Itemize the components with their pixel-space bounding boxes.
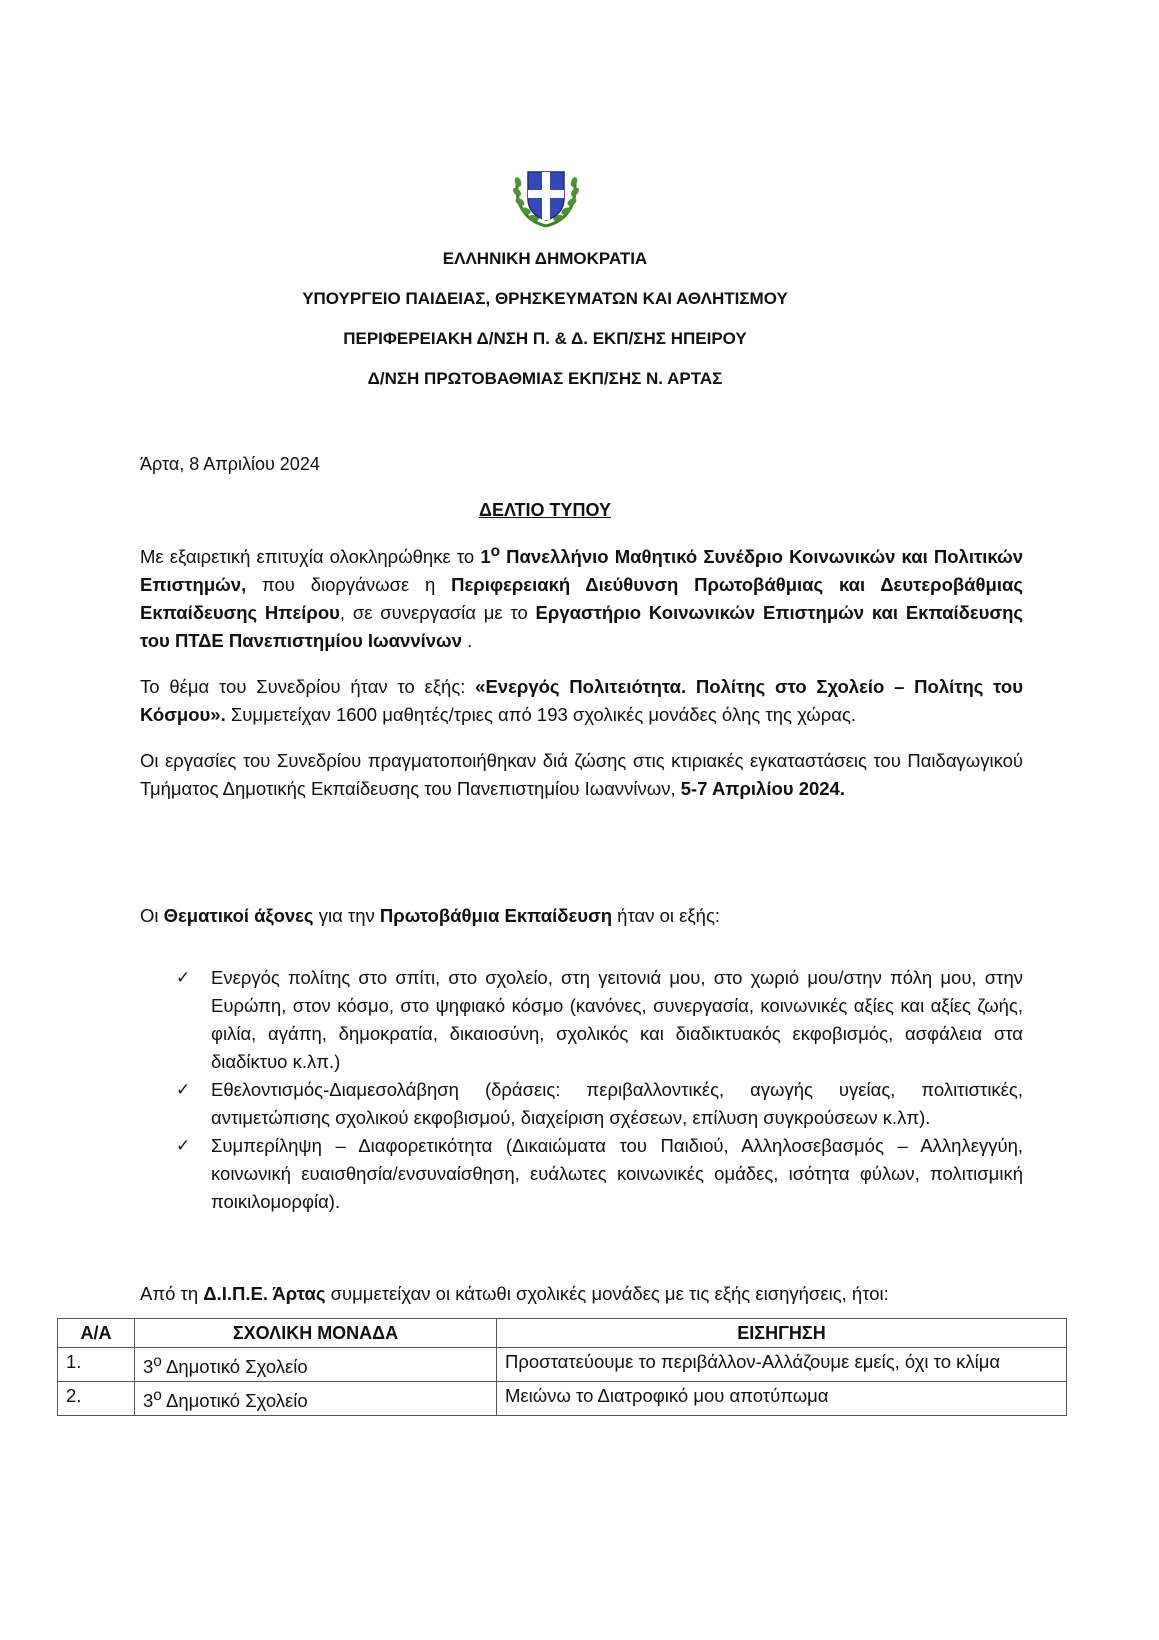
axes-text-e: ήταν οι εξής: [612,905,721,926]
table-row [58,1348,1067,1382]
p2-text-b: «Ενεργός Πολιτειότητα. Πολίτης στο Σχολείο – Πολίτης του Κόσμου». [140,676,1023,726]
axes-text-c: για την [313,905,380,926]
list-item-text: Ενεργός πολίτης στο σπίτι, στο σχολείο, στη γειτονιά μου, στο χωριό μου/στην πόλη μου, στην Ευρώπη, στον κόσμο, στο ψηφιακό κόσμο (κανόνες, συνεργασία, κοινωνικές αξίες και αξίες ζωής, φιλία, αγάπη, δημοκρατία, δικαιοσύνη, σχολικός και διαδικτυακός εκφοβισμός, ασφάλεια στα διαδίκτυο κ.λπ.) [211,967,1023,1072]
table-row [58,1382,1067,1416]
p2-text-a: Το θέμα του Συνεδρίου ήταν το εξής: [140,676,476,698]
p1-text-h: . [461,630,473,652]
axes-text-a: Οι [140,905,164,926]
p1-text-b: 1 [480,546,491,568]
document-title: ΔΕΛΤΙΟ ΤΥΠΟΥ [479,500,611,520]
p3-text-a: Οι εργασίες του Συνεδρίου πραγματοποιήθηκαν διά ζώσης στις κτιριακές εγκαταστάσεις του Παιδαγωγικού Τμήματος Δημοτικής Εκπαίδευσης του Πανεπιστημίου Ιωαννίνων, [140,750,1023,800]
p1-text-e: Περιφερειακή Διεύθυνση Πρωτοβάθμιας και Δευτεροβάθμιας Εκπαίδευσης Ηπείρου [140,574,1023,624]
checkmark-icon: ✓ [176,968,191,987]
column-header-topic: ΕΙΣΗΓΗΣΗ [497,1319,1067,1348]
cell-school [135,1382,497,1416]
from-text-c: συμμετείχαν οι κάτωθι σχολικές μονάδες με τις εξής εισηγήσεις, ήτοι: [325,1283,889,1304]
greek-coat-of-arms-icon [510,158,582,230]
p2-text-c: Συμμετείχαν 1600 μαθητές/τριες από 193 σχολικές μονάδες όλης της χώρας. [225,704,857,726]
school-num: 3 [143,1390,154,1412]
cell-school [135,1348,497,1382]
checkmark-icon: ✓ [176,1136,191,1155]
participants-intro [140,1280,1023,1308]
document-date: Άρτα, 8 Απριλίου 2024 [140,454,320,474]
thematic-axes-intro [140,902,1023,930]
letterhead [0,245,1090,405]
list-item-text: Συμπερίληψη – Διαφορετικότητα (Δικαιώματα του Παιδιού, Αλληλοσεβασμός – Αλληλεγγύη, κοινωνική ευαισθησία/ενσυναίσθηση, ευάλωτες κοινωνικές ομάδες, ισότητα φύλων, πολιτισμική ποικιλομορφία). [211,1135,1023,1212]
cell-topic: Προστατεύουμε το περιβάλλον-Αλλάζουμε εμείς, όχι το κλίμα [497,1348,1067,1382]
column-header-school: ΣΧΟΛΙΚΗ ΜΟΝΑΔΑ [135,1319,497,1348]
list-item [176,964,1023,1076]
body-text [140,538,1023,821]
list-item [176,1076,1023,1132]
school-num: 3 [143,1356,154,1378]
table-header-row [58,1319,1067,1348]
paragraph-3 [140,747,1023,803]
axes-text-d: Πρωτοβάθμια Εκπαίδευση [379,905,613,926]
p1-text-d: που διοργάνωσε η [246,574,452,596]
checkmark-icon: ✓ [176,1080,191,1099]
cell-topic: Μειώνω το Διατροφικό μου αποτύπωμα [497,1382,1067,1416]
school-name: Δημοτικό Σχολείο [161,1356,308,1378]
p1-text-c: Πανελλήνιο Μαθητικό Συνέδριο Κοινωνικών και Πολιτικών Επιστημών, [140,546,1024,596]
school-sup: ο [153,1387,162,1405]
column-header-number: Α/Α [58,1319,135,1348]
axes-text-b: Θεματικοί άξονες [163,905,314,926]
p1-sup: ο [490,543,501,560]
p3-text-b: 5-7 Απριλίου 2024. [680,778,845,800]
from-text-a: Από τη [140,1283,204,1304]
list-item-text: Εθελοντισμός-Διαμεσολάβηση (δράσεις: περιβαλλοντικές, αγωγής υγείας, πολιτιστικές, αντιμετώπισης σχολικού εκφοβισμού, διαχείριση σχέσεων, επίλυση συγκρούσεων κ.λπ). [211,1079,1023,1128]
p1-text-f: , σε συνεργασία με το [339,602,536,624]
paragraph-1 [140,538,1023,655]
thematic-axes-list [176,964,1023,1216]
participants-table [57,1318,1067,1416]
paragraph-2 [140,673,1023,729]
p1-text-g: Εργαστήριο Κοινωνικών Επιστημών και Εκπαίδευσης του ΠΤΔΕ Πανεπιστημίου Ιωαννίνων [140,602,1023,652]
letterhead-line-3: ΠΕΡΙΦΕΡΕΙΑΚΗ Δ/ΝΣΗ Π. & Δ. ΕΚΠ/ΣΗΣ ΗΠΕΙΡΟΥ [343,329,747,348]
list-item [176,1132,1023,1216]
letterhead-line-4: Δ/ΝΣΗ ΠΡΩΤΟΒΑΘΜΙΑΣ ΕΚΠ/ΣΗΣ Ν. ΑΡΤΑΣ [367,369,723,388]
letterhead-line-2: ΥΠΟΥΡΓΕΙΟ ΠΑΙΔΕΙΑΣ, ΘΡΗΣΚΕΥΜΑΤΩΝ ΚΑΙ ΑΘΛΗΤΙΣΜΟΥ [302,289,788,308]
school-name: Δημοτικό Σχολείο [161,1390,308,1412]
cell-number: 2. [58,1382,135,1416]
school-sup: ο [153,1353,162,1370]
p1-text-a: Με εξαιρετική επιτυχία ολοκληρώθηκε το [140,546,481,568]
cell-number: 1. [58,1348,135,1382]
from-text-b: Δ.Ι.Π.Ε. Άρτας [203,1283,326,1304]
letterhead-line-1: ΕΛΛΗΝΙΚΗ ΔΗΜΟΚΡΑΤΙΑ [442,249,648,268]
